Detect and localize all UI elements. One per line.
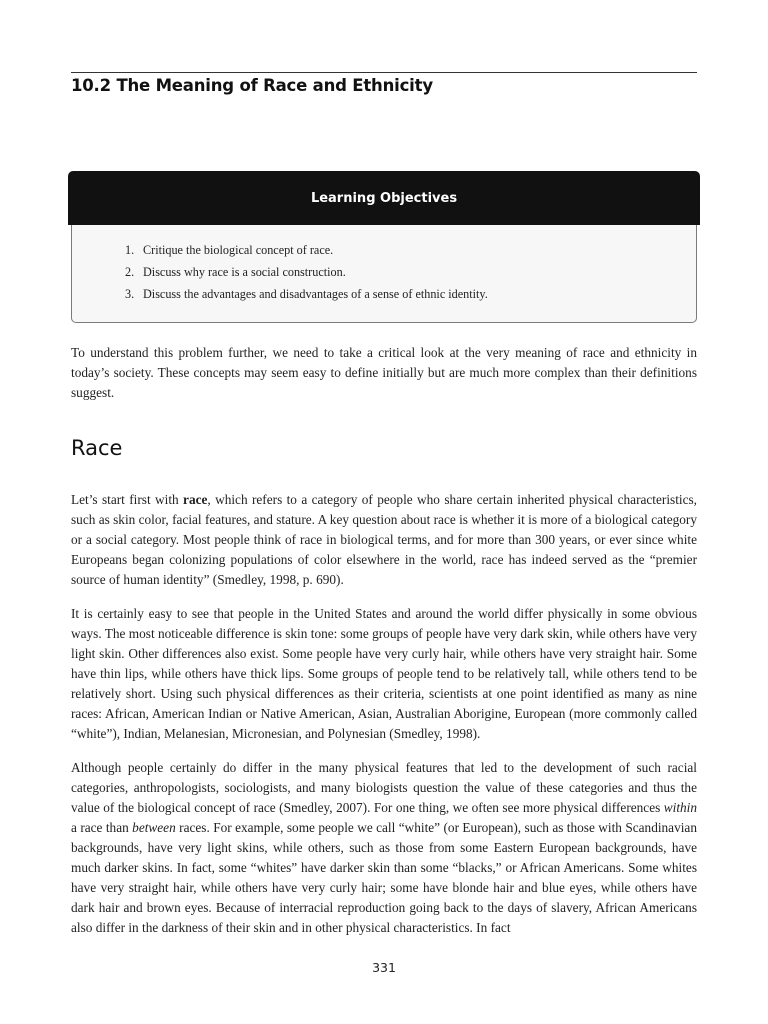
race-paragraph-3 xyxy=(71,758,697,938)
objective-item xyxy=(125,261,696,283)
objective-text: Discuss the advantages and disadvantages of a sense of ethnic identity. xyxy=(143,287,488,301)
objective-number: 2. xyxy=(125,265,135,279)
objective-text: Critique the biological concept of race. xyxy=(143,243,334,257)
objective-item xyxy=(125,239,696,261)
learning-objectives-title: Learning Objectives xyxy=(310,190,458,206)
top-rule xyxy=(71,72,697,73)
section-title: 10.2 The Meaning of Race and Ethnicity xyxy=(71,76,433,95)
paragraph-text: Although people certainly do differ in the many physical features that led to the development of such racial categories, anthropologists, sociologists, and many biologists question the value of these categories and thus the value of the biological concept of race (Smedley, 2007). For one thing, we often see more physical differences xyxy=(71,760,697,815)
paragraph-text: a race than xyxy=(71,820,133,835)
learning-objectives-list xyxy=(72,239,696,305)
intro-paragraph: To understand this problem further, we need to take a critical look at the very meaning of race and ethnicity in today’s society. These concepts may seem easy to define initially but are much more complex than their definitions suggest. xyxy=(71,345,697,400)
learning-objectives-box xyxy=(68,171,700,323)
race-heading: Race xyxy=(71,436,123,460)
objective-text: Discuss why race is a social construction. xyxy=(143,265,346,279)
race-paragraph-1 xyxy=(71,490,697,590)
key-term-race: race xyxy=(183,492,208,507)
objective-item xyxy=(125,283,696,305)
objective-number: 1. xyxy=(125,243,135,257)
emphasis-within: within xyxy=(663,800,697,815)
page-number: 331 xyxy=(372,960,396,975)
emphasis-between: between xyxy=(132,820,176,835)
learning-objectives-body xyxy=(71,225,697,323)
objective-number: 3. xyxy=(125,287,135,301)
paragraph-text: races. For example, some people we call “white” (or European), such as those with Scandinavian backgrounds, have very light skins, while others, such as those from some Eastern European backgrounds, have much darker skins. In fact, some “whites” have darker skin than some “blacks,” or African Americans. Some whites have very straight hair, while others have very curly hair; some have blonde hair and blue eyes, while others have dark hair and brown eyes. Because of interracial reproduction going back to the days of slavery, African Americans also differ in the darkness of their skin and in other physical characteristics. In fact xyxy=(71,820,697,935)
paragraph-text: , which refers to a category of people who share certain inherited physical characteristics, such as skin color, facial features, and stature. A key question about race is whether it is more of a biological category or a social category. Most people think of race in biological terms, and for more than 300 years, or ever since white Europeans began colonizing populations of color elsewhere in the world, race has indeed served as the “premier source of human identity” (Smedley, 1998, p. 690). xyxy=(71,492,697,587)
paragraph-text: Let’s start first with xyxy=(71,492,184,507)
learning-objectives-header xyxy=(68,171,700,225)
race-paragraph-2: It is certainly easy to see that people in the United States and around the world differ physically in some obvious ways. The most noticeable difference is skin tone: some groups of people have very dark skin, while others have very light skin. Other differences also exist. Some people have very curly hair, while others have very straight hair. Some have thin lips, while others have thick lips. Some groups of people tend to be relatively tall, while others tend to be relatively short. Using such physical differences as their criteria, scientists at one point identified as many as nine races: African, American Indian or Native American, Asian, Australian Aborigine, European (more commonly called “white”), Indian, Melanesian, Micronesian, and Polynesian (Smedley, 1998). xyxy=(71,606,697,741)
